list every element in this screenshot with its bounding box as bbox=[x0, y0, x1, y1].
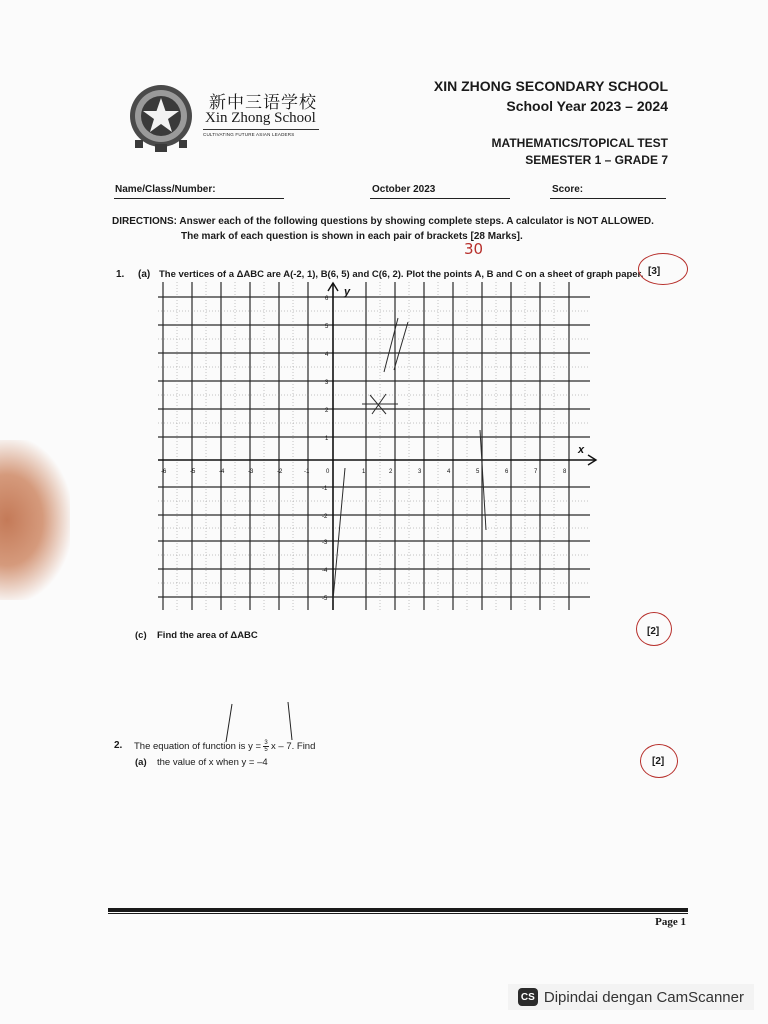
y-tick-label: 6 bbox=[325, 296, 329, 302]
x-axis-label: x bbox=[578, 444, 585, 456]
logo-chinese-name: 新中三语学校 bbox=[209, 93, 317, 113]
y-tick-label: -4 bbox=[322, 568, 328, 574]
handwritten-total: 30 bbox=[464, 240, 484, 258]
q2a-text: the value of x when y = –4 bbox=[157, 757, 268, 768]
name-underline bbox=[114, 198, 284, 199]
x-tick-label: 5 bbox=[476, 469, 480, 475]
footer-rule-thin bbox=[108, 913, 688, 914]
q2-text: The equation of function is y = bbox=[134, 741, 262, 752]
score-underline bbox=[550, 198, 666, 199]
y-tick-label: -1 bbox=[322, 486, 328, 492]
q1a-marks: [3] bbox=[648, 266, 661, 277]
test-date: October 2023 bbox=[372, 184, 436, 195]
y-tick-label: 3 bbox=[325, 380, 329, 386]
x-tick-label: 3 bbox=[418, 469, 422, 475]
x-tick-label: 7 bbox=[534, 469, 538, 475]
x-tick-label: 4 bbox=[447, 469, 451, 475]
q2a-label: (a) bbox=[135, 757, 147, 768]
y-tick-label: 2 bbox=[325, 408, 329, 414]
date-underline bbox=[370, 198, 510, 199]
camscanner-logo-icon: CS bbox=[518, 988, 538, 1006]
name-class-number-label: Name/Class/Number: bbox=[115, 184, 216, 195]
q1-number: 1. bbox=[116, 269, 125, 280]
school-crest-icon bbox=[125, 82, 201, 154]
q2-number: 2. bbox=[114, 740, 123, 751]
footer-rule-thick bbox=[108, 908, 688, 912]
x-tick-label: -1 bbox=[304, 469, 310, 475]
q1c-label: (c) bbox=[135, 630, 147, 641]
x-tick-label: 0 bbox=[326, 469, 330, 475]
x-tick-label: 2 bbox=[389, 469, 393, 475]
q1a-marks-circle bbox=[638, 253, 688, 285]
camscanner-watermark bbox=[508, 984, 754, 1010]
q2-text-after: x – 7. Find bbox=[271, 741, 316, 752]
q2a-marks-circle bbox=[640, 744, 678, 778]
q2a-marks: [2] bbox=[652, 756, 665, 767]
page-number: Page 1 bbox=[655, 916, 686, 928]
x-tick-label: -2 bbox=[277, 469, 283, 475]
q1c-marks-circle bbox=[636, 612, 672, 646]
y-tick-label: 5 bbox=[325, 324, 329, 330]
q1a-text: The vertices of a ΔABC are A(-2, 1), B(6, 5) and C(6, 2). Plot the points A, B and C on a sheet of graph paper. bbox=[159, 269, 644, 280]
school-name: XIN ZHONG SECONDARY SCHOOL bbox=[433, 78, 668, 94]
x-tick-label: 8 bbox=[563, 469, 567, 475]
q2-fraction-num: 3 bbox=[264, 740, 268, 746]
y-tick-label: -3 bbox=[322, 540, 328, 546]
y-tick-label: -5 bbox=[322, 596, 328, 602]
logo-english-name: Xin Zhong School bbox=[205, 110, 316, 126]
q1a-label: (a) bbox=[138, 269, 151, 280]
q2-fraction-den: 5 bbox=[264, 747, 268, 753]
directions-line-1: DIRECTIONS: Answer each of the following questions by showing complete steps. A calculator is NOT ALLOWED. bbox=[112, 216, 654, 227]
y-tick-label: -2 bbox=[322, 514, 328, 520]
x-tick-label: 1 bbox=[362, 469, 366, 475]
test-subject: MATHEMATICS/TOPICAL TEST bbox=[491, 136, 668, 150]
camscanner-text: Dipindai dengan CamScanner bbox=[543, 988, 744, 1006]
x-tick-label: -4 bbox=[219, 469, 225, 475]
q1c-text: Find the area of ΔABC bbox=[157, 630, 258, 641]
x-tick-label: -3 bbox=[248, 469, 254, 475]
page-stain bbox=[0, 440, 70, 600]
x-tick-label: -5 bbox=[190, 469, 196, 475]
logo-divider bbox=[203, 129, 319, 130]
test-semester: SEMESTER 1 – GRADE 7 bbox=[525, 153, 668, 167]
x-tick-label: 6 bbox=[505, 469, 509, 475]
directions-line-2: The mark of each question is shown in each pair of brackets [28 Marks]. bbox=[181, 231, 523, 242]
score-label: Score: bbox=[552, 184, 584, 195]
q2-equation bbox=[134, 740, 315, 753]
y-axis-label: y bbox=[344, 286, 351, 298]
q1c-marks: [2] bbox=[647, 626, 660, 637]
y-tick-label: 4 bbox=[325, 352, 329, 358]
q2-fraction bbox=[263, 740, 269, 753]
school-logo bbox=[125, 82, 325, 154]
pen-mark-b2 bbox=[394, 322, 408, 370]
pen-mark-line bbox=[333, 468, 345, 600]
school-year: School Year 2023 – 2024 bbox=[506, 98, 668, 114]
x-tick-label: -6 bbox=[161, 469, 167, 475]
coordinate-grid bbox=[150, 280, 600, 615]
logo-tagline: CULTIVATING FUTURE ASIAN LEADERS bbox=[203, 132, 295, 137]
y-tick-label: 1 bbox=[325, 436, 329, 442]
